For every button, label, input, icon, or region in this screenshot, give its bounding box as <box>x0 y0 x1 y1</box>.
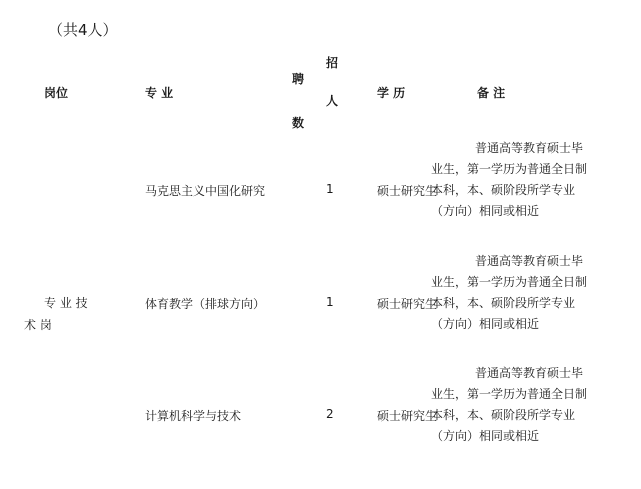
row-major: 体育教学（排球方向） <box>145 297 266 311</box>
header-count-char: 数 <box>292 116 305 130</box>
row-note: 普通高等教育硕士毕业生，第一学历为普通全日制本科，本、硕阶段所学专业（方向）相同或相近 <box>431 141 588 218</box>
row-count: 1 <box>326 182 334 196</box>
row-education: 硕士研究生 <box>377 409 438 423</box>
header-count <box>286 54 346 134</box>
table-caption: （共4人） <box>48 21 118 39</box>
header-count-char: 聘 <box>292 72 305 86</box>
header-post: 岗位 <box>44 86 69 100</box>
post-name-line: 术 岗 <box>24 318 52 332</box>
header-count-char: 人 <box>326 94 339 108</box>
header-major: 专 业 <box>145 86 174 100</box>
row-note: 普通高等教育硕士毕业生，第一学历为普通全日制本科，本、硕阶段所学专业（方向）相同或相近 <box>431 366 588 443</box>
row-major: 计算机科学与技术 <box>145 409 242 423</box>
header-note: 备 注 <box>477 86 506 100</box>
header-count-char: 招 <box>326 56 339 70</box>
row-major: 马克思主义中国化研究 <box>145 184 266 198</box>
row-count: 2 <box>326 407 334 421</box>
row-education: 硕士研究生 <box>377 184 438 198</box>
post-name-cell <box>24 292 104 336</box>
row-education: 硕士研究生 <box>377 297 438 311</box>
row-count: 1 <box>326 295 334 309</box>
post-name-line: 专 业 技 <box>44 296 88 310</box>
row-note: 普通高等教育硕士毕业生，第一学历为普通全日制本科，本、硕阶段所学专业（方向）相同或相近 <box>431 254 588 331</box>
header-education: 学 历 <box>377 86 406 100</box>
